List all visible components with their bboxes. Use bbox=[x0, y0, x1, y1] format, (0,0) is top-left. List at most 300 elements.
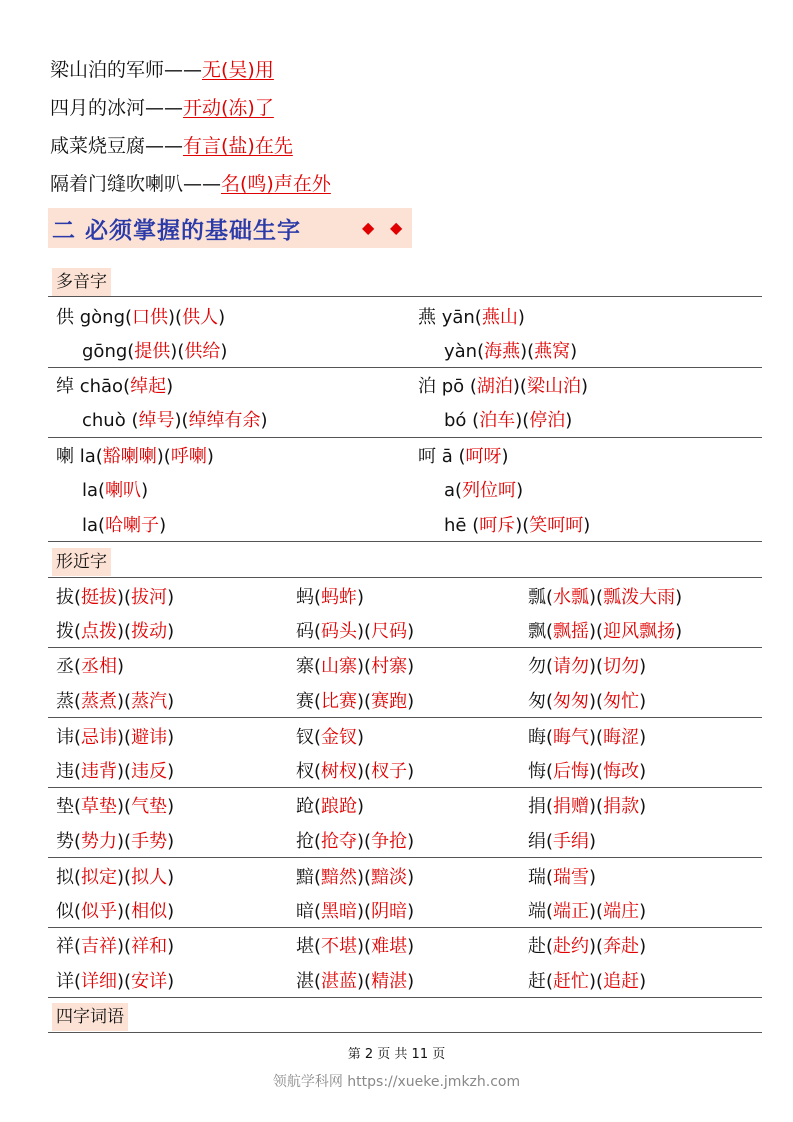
paren: )( bbox=[357, 901, 372, 922]
duoyin-word: 燕山 bbox=[481, 307, 518, 328]
xingjin-char: 堪 bbox=[296, 936, 314, 957]
paren: ) bbox=[407, 971, 415, 992]
paren: )( bbox=[589, 656, 604, 677]
duoyin-pinyin: 燕 yān( bbox=[418, 307, 482, 328]
xingjin-word: 晦涩 bbox=[603, 727, 640, 748]
paren: ) bbox=[639, 796, 647, 817]
paren: )( bbox=[512, 376, 527, 397]
paren: )( bbox=[117, 796, 132, 817]
paren: ) bbox=[407, 936, 415, 957]
xingjin-word: 精湛 bbox=[371, 971, 408, 992]
xingjin-char: 杈 bbox=[296, 761, 314, 782]
paren: ) bbox=[166, 376, 174, 397]
xingjin-char: 抢 bbox=[296, 831, 314, 852]
diamond-icon: ◆ bbox=[390, 218, 403, 237]
paren: ( bbox=[546, 727, 554, 748]
divider bbox=[48, 577, 762, 578]
paren: )( bbox=[357, 831, 372, 852]
duoyin-entry bbox=[418, 306, 525, 330]
xingjin-entry bbox=[296, 795, 364, 819]
paren: ( bbox=[74, 971, 82, 992]
xingjin-char: 拟 bbox=[56, 867, 74, 888]
xingjin-word: 山寨 bbox=[321, 656, 358, 677]
subheading-duoyin: 多音字 bbox=[52, 268, 111, 296]
xingjin-char: 瓢 bbox=[528, 587, 546, 608]
duoyin-pinyin: 供 gòng( bbox=[56, 307, 133, 328]
paren: ) bbox=[220, 341, 228, 362]
paren: )( bbox=[520, 341, 535, 362]
xingjin-word: 安详 bbox=[131, 971, 168, 992]
paren: ( bbox=[74, 656, 82, 677]
section-heading bbox=[48, 208, 412, 248]
xingjin-word: 尺码 bbox=[371, 621, 408, 642]
duoyin-pinyin: gōng( bbox=[82, 341, 135, 362]
paren: )( bbox=[117, 727, 132, 748]
paren: ( bbox=[546, 901, 554, 922]
duoyin-pinyin: la( bbox=[82, 480, 106, 501]
xingjin-entry bbox=[296, 690, 414, 714]
paren: ) bbox=[517, 307, 525, 328]
paren: ) bbox=[675, 587, 683, 608]
xingjin-entry bbox=[528, 866, 596, 890]
xingjin-char: 黯 bbox=[296, 867, 314, 888]
xingjin-word: 端庄 bbox=[603, 901, 640, 922]
paren: ) bbox=[167, 691, 175, 712]
xingjin-word: 手绢 bbox=[553, 831, 590, 852]
duoyin-word: 供给 bbox=[184, 341, 221, 362]
xingjin-entry bbox=[296, 900, 414, 924]
paren: ( bbox=[74, 587, 82, 608]
paren: ) bbox=[639, 727, 647, 748]
xingjin-entry bbox=[56, 620, 174, 644]
duoyin-entry bbox=[418, 445, 509, 469]
xingjin-char: 拨 bbox=[56, 621, 74, 642]
paren: ( bbox=[314, 656, 322, 677]
xingjin-word: 水瓢 bbox=[553, 587, 590, 608]
duoyin-entry bbox=[444, 479, 523, 503]
xingjin-word: 树杈 bbox=[321, 761, 358, 782]
xingjin-entry bbox=[528, 620, 682, 644]
duoyin-pinyin: 泊 pō ( bbox=[418, 376, 477, 397]
xingjin-word: 违背 bbox=[81, 761, 118, 782]
paren: ) bbox=[407, 656, 415, 677]
duoyin-entry bbox=[418, 375, 588, 399]
paren: ( bbox=[546, 831, 554, 852]
paren: ( bbox=[74, 621, 82, 642]
paren: )( bbox=[589, 587, 604, 608]
xingjin-word: 点拨 bbox=[81, 621, 118, 642]
paren: )( bbox=[117, 587, 132, 608]
paren: ( bbox=[546, 761, 554, 782]
duoyin-entry bbox=[56, 445, 214, 469]
xingjin-char: 势 bbox=[56, 831, 74, 852]
paren: )( bbox=[589, 761, 604, 782]
xingjin-entry bbox=[296, 935, 414, 959]
duoyin-word: 湖泊 bbox=[476, 376, 513, 397]
divider bbox=[48, 787, 762, 788]
xingjin-char: 飘 bbox=[528, 621, 546, 642]
duoyin-word: 列位呵 bbox=[462, 480, 517, 501]
paren: )( bbox=[589, 727, 604, 748]
xingjin-char: 寨 bbox=[296, 656, 314, 677]
xingjin-word: 赶忙 bbox=[553, 971, 590, 992]
paren: ) bbox=[117, 656, 125, 677]
xingjin-char: 赶 bbox=[528, 971, 546, 992]
xingjin-entry bbox=[56, 795, 174, 819]
xingjin-word: 蒸煮 bbox=[81, 691, 118, 712]
paren: ) bbox=[639, 691, 647, 712]
paren: ) bbox=[218, 307, 226, 328]
xingjin-entry bbox=[296, 726, 364, 750]
duoyin-word: 呵呀 bbox=[465, 446, 502, 467]
xingjin-entry bbox=[528, 760, 646, 784]
xingjin-entry bbox=[56, 586, 174, 610]
paren: ) bbox=[167, 761, 175, 782]
paren: ) bbox=[167, 901, 175, 922]
duoyin-word: 停泊 bbox=[529, 410, 566, 431]
duoyin-pinyin: la( bbox=[82, 515, 106, 536]
paren: ( bbox=[74, 691, 82, 712]
paren: )( bbox=[589, 971, 604, 992]
xingjin-char: 赴 bbox=[528, 936, 546, 957]
xingjin-char: 违 bbox=[56, 761, 74, 782]
paren: ( bbox=[74, 867, 82, 888]
xingjin-entry bbox=[56, 935, 174, 959]
divider bbox=[48, 997, 762, 998]
paren: )( bbox=[357, 936, 372, 957]
xingjin-char: 匆 bbox=[528, 691, 546, 712]
xingjin-word: 码头 bbox=[321, 621, 358, 642]
xingjin-word: 湛蓝 bbox=[321, 971, 358, 992]
paren: ) bbox=[639, 936, 647, 957]
paren: ) bbox=[407, 831, 415, 852]
duoyin-word: 绰起 bbox=[130, 376, 167, 397]
paren: ) bbox=[159, 515, 167, 536]
xiehouyu-answer: 名(鸣)声在外 bbox=[221, 173, 331, 195]
paren: )( bbox=[357, 867, 372, 888]
paren: ( bbox=[546, 796, 554, 817]
duoyin-word: 提供 bbox=[134, 341, 171, 362]
xingjin-char: 似 bbox=[56, 901, 74, 922]
xingjin-char: 蒸 bbox=[56, 691, 74, 712]
paren: ( bbox=[74, 796, 82, 817]
xingjin-word: 抢夺 bbox=[321, 831, 358, 852]
xingjin-char: 勿 bbox=[528, 656, 546, 677]
xingjin-word: 争抢 bbox=[371, 831, 408, 852]
paren: ( bbox=[546, 587, 554, 608]
xingjin-word: 拟人 bbox=[131, 867, 168, 888]
xingjin-word: 奔赴 bbox=[603, 936, 640, 957]
xingjin-word: 后悔 bbox=[553, 761, 590, 782]
paren: )( bbox=[357, 621, 372, 642]
xingjin-word: 飘摇 bbox=[553, 621, 590, 642]
divider bbox=[48, 927, 762, 928]
xingjin-word: 捐款 bbox=[603, 796, 640, 817]
duoyin-word: 泊车 bbox=[479, 410, 516, 431]
duoyin-word: 喇叭 bbox=[105, 480, 142, 501]
paren: )( bbox=[589, 691, 604, 712]
xingjin-word: 金钗 bbox=[321, 727, 358, 748]
duoyin-word: 绰绰有余 bbox=[188, 410, 261, 431]
duoyin-pinyin: 绰 chāo( bbox=[56, 376, 131, 397]
duoyin-pinyin: hē ( bbox=[444, 515, 480, 536]
paren: )( bbox=[589, 796, 604, 817]
xingjin-entry bbox=[56, 726, 174, 750]
xingjin-entry bbox=[296, 830, 414, 854]
paren: )( bbox=[357, 971, 372, 992]
paren: ( bbox=[314, 936, 322, 957]
paren: ) bbox=[570, 341, 578, 362]
xingjin-entry bbox=[528, 900, 646, 924]
xingjin-word: 丞相 bbox=[81, 656, 118, 677]
xingjin-word: 赴约 bbox=[553, 936, 590, 957]
duoyin-entry bbox=[82, 479, 148, 503]
xingjin-entry bbox=[56, 970, 174, 994]
xingjin-word: 拟定 bbox=[81, 867, 118, 888]
xingjin-word: 比赛 bbox=[321, 691, 358, 712]
duoyin-entry bbox=[444, 514, 590, 538]
duoyin-word: 豁喇喇 bbox=[102, 446, 157, 467]
paren: ) bbox=[407, 867, 415, 888]
paren: ( bbox=[74, 831, 82, 852]
page-number: 第 2 页 共 11 页 bbox=[347, 1047, 446, 1062]
paren: ) bbox=[516, 480, 524, 501]
paren: ( bbox=[314, 867, 322, 888]
paren: )( bbox=[589, 936, 604, 957]
paren: ( bbox=[314, 727, 322, 748]
xingjin-char: 码 bbox=[296, 621, 314, 642]
xiehouyu-answer: 无(吴)用 bbox=[202, 59, 274, 81]
duoyin-word: 哈喇子 bbox=[105, 515, 160, 536]
xingjin-word: 匆忙 bbox=[603, 691, 640, 712]
paren: ) bbox=[639, 656, 647, 677]
paren: ) bbox=[167, 831, 175, 852]
xingjin-char: 绢 bbox=[528, 831, 546, 852]
paren: ) bbox=[565, 410, 573, 431]
paren: ( bbox=[74, 727, 82, 748]
paren: ( bbox=[314, 831, 322, 852]
xingjin-word: 蚂蚱 bbox=[321, 587, 358, 608]
paren: ( bbox=[74, 936, 82, 957]
xingjin-word: 请勿 bbox=[553, 656, 590, 677]
xingjin-word: 赛跑 bbox=[371, 691, 408, 712]
xingjin-word: 手势 bbox=[131, 831, 168, 852]
paren: ) bbox=[583, 515, 591, 536]
duoyin-word: 笑呵呵 bbox=[529, 515, 584, 536]
duoyin-entry bbox=[82, 340, 227, 364]
xingjin-entry bbox=[528, 586, 682, 610]
divider bbox=[48, 541, 762, 542]
xingjin-char: 跄 bbox=[296, 796, 314, 817]
divider bbox=[48, 296, 762, 297]
xingjin-word: 气垫 bbox=[131, 796, 168, 817]
xingjin-char: 拔 bbox=[56, 587, 74, 608]
paren: )( bbox=[589, 901, 604, 922]
duoyin-pinyin: a( bbox=[444, 480, 463, 501]
paren: )( bbox=[515, 515, 530, 536]
paren: ( bbox=[314, 971, 322, 992]
paren: ) bbox=[357, 727, 365, 748]
duoyin-word: 供人 bbox=[182, 307, 219, 328]
paren: ) bbox=[589, 831, 597, 852]
paren: )( bbox=[117, 831, 132, 852]
paren: )( bbox=[156, 446, 171, 467]
paren: ) bbox=[167, 971, 175, 992]
paren: ) bbox=[639, 901, 647, 922]
xingjin-word: 踉跄 bbox=[321, 796, 358, 817]
paren: ) bbox=[167, 621, 175, 642]
xingjin-entry bbox=[296, 970, 414, 994]
paren: ) bbox=[580, 376, 588, 397]
xingjin-word: 切勿 bbox=[603, 656, 640, 677]
xingjin-char: 丞 bbox=[56, 656, 74, 677]
paren: ( bbox=[314, 901, 322, 922]
paren: ) bbox=[589, 867, 597, 888]
xingjin-entry bbox=[296, 586, 364, 610]
paren: ) bbox=[167, 867, 175, 888]
xingjin-entry bbox=[56, 866, 174, 890]
duoyin-entry bbox=[444, 409, 572, 433]
subheading-sizi: 四字词语 bbox=[52, 1003, 128, 1031]
paren: ) bbox=[260, 410, 268, 431]
paren: ( bbox=[314, 691, 322, 712]
paren: ( bbox=[74, 761, 82, 782]
duoyin-word: 燕窝 bbox=[534, 341, 571, 362]
xingjin-char: 暗 bbox=[296, 901, 314, 922]
xingjin-word: 详细 bbox=[81, 971, 118, 992]
xingjin-word: 忌讳 bbox=[81, 727, 118, 748]
duoyin-word: 梁山泊 bbox=[526, 376, 581, 397]
paren: ) bbox=[639, 761, 647, 782]
paren: ( bbox=[546, 936, 554, 957]
duoyin-entry bbox=[56, 375, 173, 399]
xingjin-word: 蒸汽 bbox=[131, 691, 168, 712]
paren: ) bbox=[206, 446, 214, 467]
duoyin-word: 呵斥 bbox=[479, 515, 516, 536]
site-watermark: 领航学科网 https://xueke.jmkzh.com bbox=[272, 1074, 521, 1090]
paren: )( bbox=[357, 656, 372, 677]
paren: ( bbox=[74, 901, 82, 922]
paren: ) bbox=[167, 587, 175, 608]
xingjin-word: 捐赠 bbox=[553, 796, 590, 817]
xingjin-char: 端 bbox=[528, 901, 546, 922]
section-title: 二 必须掌握的基础生字 bbox=[52, 218, 302, 244]
xingjin-word: 避讳 bbox=[131, 727, 168, 748]
xingjin-word: 晦气 bbox=[553, 727, 590, 748]
paren: ( bbox=[546, 867, 554, 888]
xingjin-word: 草垫 bbox=[81, 796, 118, 817]
xiehouyu-question: 四月的冰河—— bbox=[50, 97, 184, 119]
divider bbox=[48, 1032, 762, 1033]
paren: ) bbox=[167, 796, 175, 817]
paren: ( bbox=[314, 621, 322, 642]
paren: ) bbox=[407, 621, 415, 642]
xingjin-entry bbox=[56, 690, 174, 714]
xingjin-char: 瑞 bbox=[528, 867, 546, 888]
paren: ) bbox=[141, 480, 149, 501]
duoyin-entry bbox=[82, 514, 166, 538]
paren: ( bbox=[546, 971, 554, 992]
paren: ) bbox=[501, 446, 509, 467]
paren: )( bbox=[515, 410, 530, 431]
paren: )( bbox=[117, 867, 132, 888]
diamond-icon: ◆ bbox=[362, 218, 375, 237]
xingjin-char: 赛 bbox=[296, 691, 314, 712]
xingjin-word: 拔河 bbox=[131, 587, 168, 608]
xiehouyu-line bbox=[50, 58, 274, 82]
divider bbox=[48, 367, 762, 368]
xingjin-char: 讳 bbox=[56, 727, 74, 748]
subheading-xingjin: 形近字 bbox=[52, 548, 111, 576]
xingjin-entry bbox=[296, 620, 414, 644]
xingjin-word: 瑞雪 bbox=[553, 867, 590, 888]
paren: )( bbox=[168, 307, 183, 328]
xingjin-char: 垫 bbox=[56, 796, 74, 817]
xingjin-word: 阴暗 bbox=[371, 901, 408, 922]
paren: ( bbox=[314, 587, 322, 608]
duoyin-word: 绰号 bbox=[138, 410, 175, 431]
xingjin-entry bbox=[56, 830, 174, 854]
xiehouyu-line bbox=[50, 172, 331, 196]
xingjin-word: 祥和 bbox=[131, 936, 168, 957]
duoyin-pinyin: 呵 ā ( bbox=[418, 446, 466, 467]
xingjin-word: 吉祥 bbox=[81, 936, 118, 957]
xingjin-word: 杈子 bbox=[371, 761, 408, 782]
xingjin-entry bbox=[56, 760, 174, 784]
paren: ( bbox=[546, 621, 554, 642]
xingjin-char: 祥 bbox=[56, 936, 74, 957]
xingjin-word: 端正 bbox=[553, 901, 590, 922]
paren: ) bbox=[407, 761, 415, 782]
duoyin-entry bbox=[444, 340, 577, 364]
xingjin-char: 捐 bbox=[528, 796, 546, 817]
divider bbox=[48, 717, 762, 718]
xingjin-word: 拨动 bbox=[131, 621, 168, 642]
paren: ( bbox=[314, 761, 322, 782]
paren: )( bbox=[117, 971, 132, 992]
xingjin-char: 湛 bbox=[296, 971, 314, 992]
duoyin-word: 呼喇 bbox=[170, 446, 207, 467]
paren: ) bbox=[407, 691, 415, 712]
divider bbox=[48, 857, 762, 858]
xingjin-entry bbox=[528, 935, 646, 959]
xingjin-entry bbox=[296, 760, 414, 784]
xingjin-entry bbox=[296, 866, 414, 890]
xingjin-word: 势力 bbox=[81, 831, 118, 852]
duoyin-entry bbox=[56, 306, 225, 330]
xingjin-char: 详 bbox=[56, 971, 74, 992]
paren: )( bbox=[174, 410, 189, 431]
duoyin-word: 海燕 bbox=[484, 341, 521, 362]
paren: )( bbox=[117, 761, 132, 782]
paren: ) bbox=[167, 727, 175, 748]
xingjin-entry bbox=[528, 795, 646, 819]
paren: )( bbox=[357, 761, 372, 782]
xingjin-word: 违反 bbox=[131, 761, 168, 782]
xingjin-word: 黯淡 bbox=[371, 867, 408, 888]
paren: )( bbox=[117, 901, 132, 922]
xingjin-word: 瓢泼大雨 bbox=[603, 587, 676, 608]
xingjin-char: 蚂 bbox=[296, 587, 314, 608]
xingjin-entry bbox=[528, 970, 646, 994]
xiehouyu-answer: 有言(盐)在先 bbox=[183, 135, 293, 157]
xiehouyu-question: 梁山泊的军师—— bbox=[50, 59, 203, 81]
xingjin-entry bbox=[528, 655, 646, 679]
xingjin-char: 悔 bbox=[528, 761, 546, 782]
xingjin-word: 难堪 bbox=[371, 936, 408, 957]
duoyin-pinyin: yàn( bbox=[444, 341, 485, 362]
duoyin-word: 口供 bbox=[132, 307, 169, 328]
